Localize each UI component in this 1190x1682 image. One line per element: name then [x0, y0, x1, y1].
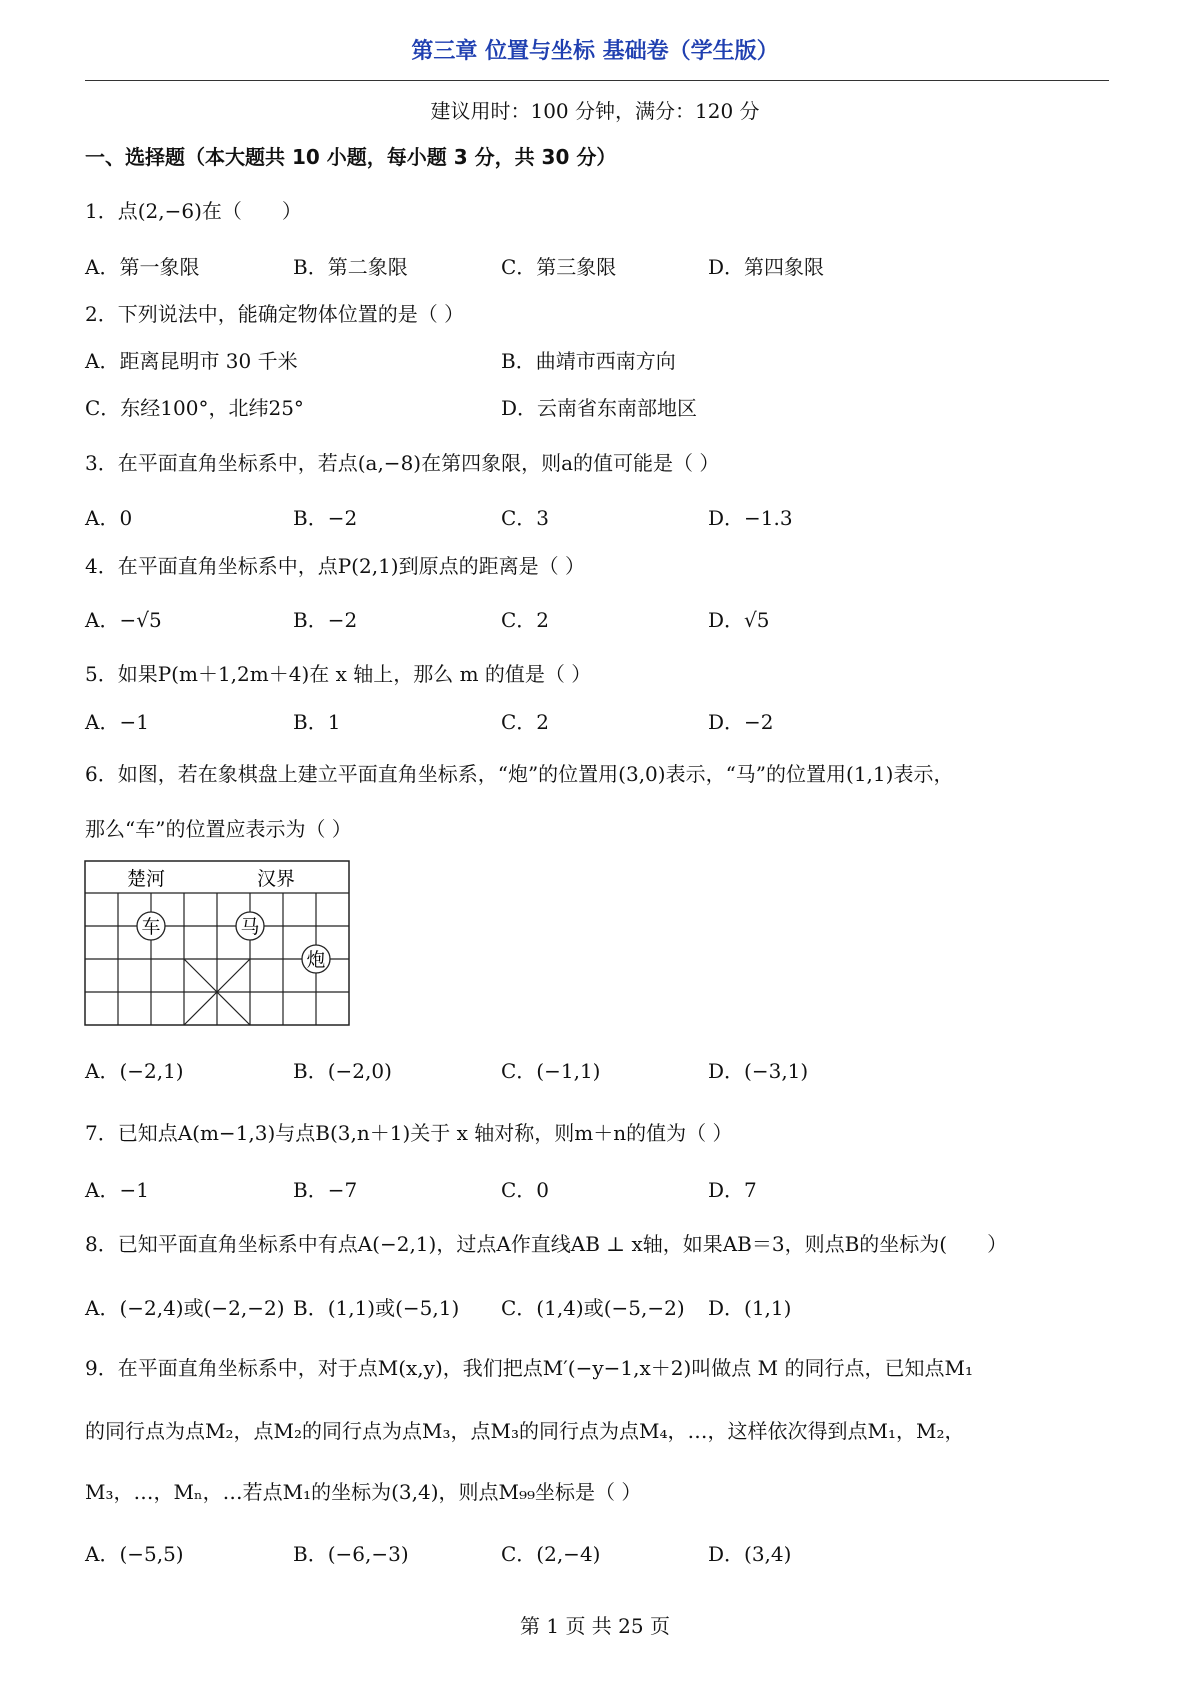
question-3-option-c: C．3	[501, 506, 550, 530]
question-1-option-c: C．第三象限	[501, 255, 617, 279]
piece-pao: 炮	[306, 949, 326, 971]
question-9-stem: 9．在平面直角坐标系中，对于点M(x,y)，我们把点M′(−y−1,x＋2)叫做点 M 的同行点，已知点M₁	[85, 1356, 973, 1380]
page-title: 第三章 位置与坐标 基础卷（学生版）	[411, 39, 779, 64]
question-2-option-a: A．距离昆明市 30 千米	[85, 349, 298, 373]
question-2-option-b: B．曲靖市西南方向	[501, 349, 676, 373]
question-9-stem-cont-2: M₃，…，Mₙ，…若点M₁的坐标为(3,4)，则点M₉₉坐标是（ ）	[85, 1480, 642, 1504]
question-9-option-c: C．(2,−4)	[501, 1542, 601, 1566]
question-3-option-a: A．0	[85, 506, 133, 530]
question-5-option-a: A．−1	[85, 710, 149, 734]
question-7-option-b: B．−7	[293, 1178, 358, 1202]
piece-ma: 马	[240, 916, 260, 938]
question-5-stem: 5．如果P(m＋1,2m＋4)在 x 轴上，那么 m 的值是（ ）	[85, 662, 592, 686]
board-label-hanjie: 汉界	[256, 868, 296, 890]
question-7-option-c: C．0	[501, 1178, 550, 1202]
question-8-option-b: B．(1,1)或(−5,1)	[293, 1296, 460, 1320]
piece-che: 车	[141, 916, 161, 938]
question-2-option-c: C．东经100°，北纬25°	[85, 396, 304, 420]
section-title: 一、选择题（本大题共 10 小题，每小题 3 分，共 30 分）	[85, 145, 617, 169]
question-1-stem: 1．点(2,−6)在（ ）	[85, 199, 302, 223]
question-9-option-b: B．(−6,−3)	[293, 1542, 409, 1566]
question-4-option-a: A．−√5	[85, 608, 162, 632]
question-4-option-c: C．2	[501, 608, 550, 632]
question-9-option-a: A．(−5,5)	[85, 1542, 184, 1566]
question-5-option-d: D．−2	[708, 710, 774, 734]
question-3-option-b: B．−2	[293, 506, 358, 530]
question-2-stem: 2．下列说法中，能确定物体位置的是（ ）	[85, 302, 465, 326]
question-8-option-a: A．(−2,4)或(−2,−2)	[85, 1296, 285, 1320]
question-9-stem-cont-1: 的同行点为点M₂，点M₂的同行点为点M₃，点M₃的同行点为点M₄，…，这样依次得到点M₁，M₂，	[85, 1419, 965, 1443]
question-1-option-b: B．第二象限	[293, 255, 408, 279]
chess-board-figure	[84, 860, 350, 1026]
question-6-stem: 6．如图，若在象棋盘上建立平面直角坐标系，“炮”的位置用(3,0)表示，“马”的位置用(1,1)表示，	[85, 762, 954, 786]
question-6-option-a: A．(−2,1)	[85, 1059, 184, 1083]
question-7-option-a: A．−1	[85, 1178, 149, 1202]
question-6-stem-cont: 那么“车”的位置应表示为（ ）	[85, 817, 352, 841]
question-6-option-c: C．(−1,1)	[501, 1059, 601, 1083]
question-9-option-d: D．(3,4)	[708, 1542, 792, 1566]
question-8-stem: 8．已知平面直角坐标系中有点A(−2,1)，过点A作直线AB ⊥ x轴，如果AB＝3，则点B的坐标为( ）	[85, 1232, 1008, 1256]
question-1-option-a: A．第一象限	[85, 255, 200, 279]
page-number-footer: 第 1 页 共 25 页	[520, 1614, 670, 1638]
board-label-chuhe: 楚河	[126, 868, 166, 890]
question-2-option-d: D．云南省东南部地区	[501, 396, 698, 420]
question-5-option-c: C．2	[501, 710, 550, 734]
header-divider	[85, 80, 1109, 81]
question-8-option-d: D．(1,1)	[708, 1296, 792, 1320]
question-1-option-d: D．第四象限	[708, 255, 825, 279]
question-4-stem: 4．在平面直角坐标系中，点P(2,1)到原点的距离是（ ）	[85, 554, 585, 578]
question-5-option-b: B．1	[293, 710, 341, 734]
time-score-info: 建议用时：100 分钟，满分：120 分	[430, 99, 760, 123]
question-4-option-d: D．√5	[708, 608, 770, 632]
question-8-option-c: C．(1,4)或(−5,−2)	[501, 1296, 685, 1320]
question-6-option-b: B．(−2,0)	[293, 1059, 392, 1083]
question-4-option-b: B．−2	[293, 608, 358, 632]
question-3-option-d: D．−1.3	[708, 506, 793, 530]
question-7-option-d: D．7	[708, 1178, 757, 1202]
question-7-stem: 7．已知点A(m−1,3)与点B(3,n＋1)关于 x 轴对称，则m＋n的值为（ ）	[85, 1121, 733, 1145]
question-3-stem: 3．在平面直角坐标系中，若点(a,−8)在第四象限，则a的值可能是（ ）	[85, 451, 720, 475]
question-6-option-d: D．(−3,1)	[708, 1059, 809, 1083]
